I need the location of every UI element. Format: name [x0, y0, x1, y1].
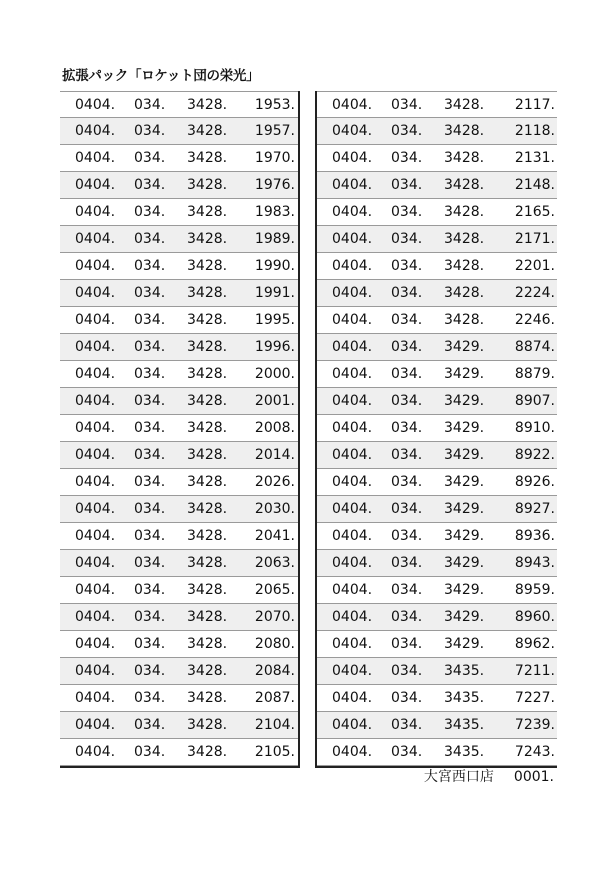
code-part-4: 2105. [254, 744, 295, 760]
code-part-4: 8943. [514, 555, 555, 571]
code-part-2: 034. [391, 177, 423, 193]
code-part-2: 034. [391, 474, 423, 490]
table-row [60, 550, 298, 577]
code-part-2: 034. [391, 555, 423, 571]
table-row [60, 604, 298, 631]
code-part-3: 3428. [187, 528, 228, 544]
code-part-3: 3435. [444, 717, 485, 733]
code-part-1: 0404. [75, 636, 116, 652]
code-part-3: 3428. [187, 447, 228, 463]
code-part-1: 0404. [332, 636, 373, 652]
code-part-3: 3428. [444, 177, 485, 193]
table-row [60, 415, 298, 442]
code-part-2: 034. [134, 150, 166, 166]
code-part-3: 3428. [444, 150, 485, 166]
code-part-3: 3428. [444, 123, 485, 139]
code-part-1: 0404. [332, 366, 373, 382]
code-part-3: 3428. [187, 366, 228, 382]
code-part-2: 034. [134, 636, 166, 652]
table-row [317, 388, 557, 415]
code-part-3: 3429. [444, 555, 485, 571]
table-row [317, 415, 557, 442]
code-part-1: 0404. [332, 474, 373, 490]
code-part-3: 3428. [187, 636, 228, 652]
table-row [317, 712, 557, 739]
document-title: 拡張パック「ロケット団の栄光」 [62, 68, 260, 84]
code-part-2: 034. [134, 312, 166, 328]
code-part-4: 8926. [514, 474, 555, 490]
table-row [317, 658, 557, 685]
code-part-2: 034. [391, 150, 423, 166]
code-part-4: 2041. [254, 528, 295, 544]
code-part-2: 034. [391, 123, 423, 139]
code-part-1: 0404. [75, 123, 116, 139]
code-part-1: 0404. [75, 339, 116, 355]
table-row [317, 253, 557, 280]
code-list-left [60, 91, 300, 768]
code-part-1: 0404. [75, 231, 116, 247]
table-row [60, 91, 298, 118]
code-part-4: 1990. [254, 258, 295, 274]
code-part-1: 0404. [332, 447, 373, 463]
table-row [317, 631, 557, 658]
table-row [317, 91, 557, 118]
table-row [317, 172, 557, 199]
code-part-2: 034. [391, 528, 423, 544]
code-part-4: 2030. [254, 501, 295, 517]
table-row [317, 226, 557, 253]
code-part-1: 0404. [332, 258, 373, 274]
code-part-2: 034. [134, 528, 166, 544]
code-part-4: 1996. [254, 339, 295, 355]
table-row [60, 577, 298, 604]
code-part-1: 0404. [332, 150, 373, 166]
code-part-3: 3429. [444, 582, 485, 598]
table-row [60, 118, 298, 145]
code-part-3: 3428. [187, 744, 228, 760]
code-part-3: 3428. [444, 285, 485, 301]
code-list-right [315, 91, 557, 768]
code-part-1: 0404. [332, 177, 373, 193]
code-part-2: 034. [134, 609, 166, 625]
code-part-1: 0404. [332, 744, 373, 760]
code-part-2: 034. [391, 447, 423, 463]
code-part-3: 3428. [187, 690, 228, 706]
table-row [60, 523, 298, 550]
code-part-4: 8959. [514, 582, 555, 598]
code-part-2: 034. [391, 636, 423, 652]
code-part-3: 3428. [187, 420, 228, 436]
code-part-3: 3428. [187, 474, 228, 490]
table-row [60, 739, 298, 766]
table-row [317, 739, 557, 766]
code-part-4: 8910. [514, 420, 555, 436]
code-part-3: 3429. [444, 420, 485, 436]
code-part-4: 2001. [254, 393, 295, 409]
code-part-1: 0404. [75, 555, 116, 571]
code-part-1: 0404. [332, 204, 373, 220]
code-part-3: 3428. [187, 501, 228, 517]
code-part-4: 7227. [514, 690, 555, 706]
table-row [60, 280, 298, 307]
table-row [317, 523, 557, 550]
code-part-2: 034. [391, 582, 423, 598]
table-row [60, 307, 298, 334]
code-part-4: 7239. [514, 717, 555, 733]
table-row [317, 577, 557, 604]
code-part-1: 0404. [332, 555, 373, 571]
table-row [60, 253, 298, 280]
code-part-2: 034. [134, 690, 166, 706]
code-part-3: 3435. [444, 663, 485, 679]
code-part-2: 034. [391, 285, 423, 301]
code-part-3: 3428. [187, 663, 228, 679]
table-row [60, 442, 298, 469]
code-part-4: 1995. [254, 312, 295, 328]
code-part-2: 034. [134, 231, 166, 247]
code-part-4: 2080. [254, 636, 295, 652]
code-part-1: 0404. [332, 285, 373, 301]
code-part-3: 3428. [187, 204, 228, 220]
code-part-4: 8879. [514, 366, 555, 382]
code-part-4: 1957. [254, 123, 295, 139]
table-row [60, 712, 298, 739]
code-part-4: 2014. [254, 447, 295, 463]
code-part-3: 3428. [187, 258, 228, 274]
code-part-2: 034. [391, 690, 423, 706]
code-part-1: 0404. [75, 285, 116, 301]
code-part-3: 3428. [187, 393, 228, 409]
code-part-2: 034. [134, 582, 166, 598]
code-part-3: 3428. [444, 204, 485, 220]
code-part-4: 2026. [254, 474, 295, 490]
table-row [60, 145, 298, 172]
code-part-2: 034. [391, 717, 423, 733]
code-part-4: 1983. [254, 204, 295, 220]
code-part-4: 2131. [514, 150, 555, 166]
code-part-1: 0404. [332, 582, 373, 598]
code-part-4: 1976. [254, 177, 295, 193]
code-part-2: 034. [134, 258, 166, 274]
table-row [317, 469, 557, 496]
code-part-4: 2224. [514, 285, 555, 301]
code-part-1: 0404. [332, 312, 373, 328]
code-part-2: 034. [391, 420, 423, 436]
code-part-4: 2148. [514, 177, 555, 193]
table-row [317, 496, 557, 523]
code-part-4: 2201. [514, 258, 555, 274]
code-part-4: 1953. [254, 97, 295, 113]
code-part-3: 3428. [187, 312, 228, 328]
code-part-1: 0404. [75, 717, 116, 733]
code-part-4: 2117. [514, 97, 555, 113]
code-part-4: 8962. [514, 636, 555, 652]
code-part-3: 3428. [187, 717, 228, 733]
code-part-2: 034. [391, 609, 423, 625]
code-part-4: 1989. [254, 231, 295, 247]
table-row [317, 361, 557, 388]
table-row [60, 334, 298, 361]
code-part-1: 0404. [332, 97, 373, 113]
code-part-4: 8960. [514, 609, 555, 625]
code-part-4: 2063. [254, 555, 295, 571]
code-part-4: 2070. [254, 609, 295, 625]
code-part-1: 0404. [332, 663, 373, 679]
code-part-1: 0404. [75, 744, 116, 760]
code-part-4: 8936. [514, 528, 555, 544]
table-row [317, 442, 557, 469]
code-part-2: 034. [134, 420, 166, 436]
code-part-1: 0404. [332, 690, 373, 706]
code-part-3: 3435. [444, 690, 485, 706]
table-row [317, 550, 557, 577]
table-row [317, 145, 557, 172]
code-part-1: 0404. [332, 501, 373, 517]
code-part-1: 0404. [332, 393, 373, 409]
code-part-2: 034. [391, 393, 423, 409]
code-part-3: 3429. [444, 636, 485, 652]
store-name: 大宮西口店 [423, 769, 494, 785]
code-part-1: 0404. [75, 420, 116, 436]
code-part-2: 034. [391, 231, 423, 247]
code-part-2: 034. [134, 204, 166, 220]
code-part-2: 034. [391, 744, 423, 760]
footer [424, 766, 554, 786]
code-part-3: 3428. [187, 555, 228, 571]
store-code: 0001. [513, 769, 554, 785]
code-part-2: 034. [134, 97, 166, 113]
table-row [317, 307, 557, 334]
table-row [60, 199, 298, 226]
code-part-2: 034. [134, 366, 166, 382]
code-part-3: 3429. [444, 366, 485, 382]
code-part-1: 0404. [75, 366, 116, 382]
code-part-2: 034. [391, 258, 423, 274]
code-part-1: 0404. [75, 312, 116, 328]
code-part-3: 3428. [187, 285, 228, 301]
code-part-3: 3429. [444, 339, 485, 355]
code-part-3: 3428. [187, 339, 228, 355]
code-part-1: 0404. [75, 609, 116, 625]
code-part-2: 034. [134, 447, 166, 463]
code-part-3: 3435. [444, 744, 485, 760]
code-part-3: 3428. [444, 312, 485, 328]
code-part-2: 034. [391, 366, 423, 382]
code-part-2: 034. [134, 339, 166, 355]
code-part-1: 0404. [332, 231, 373, 247]
code-part-4: 2008. [254, 420, 295, 436]
code-part-4: 7243. [514, 744, 555, 760]
code-part-1: 0404. [75, 582, 116, 598]
table-row [60, 172, 298, 199]
code-part-4: 2087. [254, 690, 295, 706]
code-part-2: 034. [391, 339, 423, 355]
table-row [60, 658, 298, 685]
code-part-2: 034. [391, 663, 423, 679]
code-part-3: 3429. [444, 501, 485, 517]
code-part-4: 8922. [514, 447, 555, 463]
code-part-1: 0404. [332, 717, 373, 733]
code-part-4: 2165. [514, 204, 555, 220]
code-part-4: 2171. [514, 231, 555, 247]
table-row [60, 226, 298, 253]
code-part-2: 034. [134, 123, 166, 139]
code-part-2: 034. [391, 97, 423, 113]
code-part-1: 0404. [332, 339, 373, 355]
code-part-4: 2000. [254, 366, 295, 382]
code-part-3: 3428. [187, 97, 228, 113]
code-part-2: 034. [391, 501, 423, 517]
code-part-4: 8874. [514, 339, 555, 355]
code-part-1: 0404. [75, 447, 116, 463]
code-part-1: 0404. [75, 177, 116, 193]
code-part-3: 3429. [444, 528, 485, 544]
table-row [317, 604, 557, 631]
code-part-1: 0404. [75, 150, 116, 166]
code-part-3: 3428. [187, 123, 228, 139]
code-part-3: 3429. [444, 474, 485, 490]
code-part-2: 034. [134, 177, 166, 193]
code-part-1: 0404. [75, 474, 116, 490]
code-part-2: 034. [134, 717, 166, 733]
code-part-1: 0404. [75, 97, 116, 113]
code-part-1: 0404. [75, 204, 116, 220]
code-part-3: 3429. [444, 609, 485, 625]
code-part-2: 034. [134, 555, 166, 571]
code-part-2: 034. [134, 474, 166, 490]
table-row [60, 388, 298, 415]
code-part-4: 7211. [514, 663, 555, 679]
code-part-2: 034. [134, 663, 166, 679]
code-part-3: 3429. [444, 393, 485, 409]
code-part-4: 2118. [514, 123, 555, 139]
code-part-1: 0404. [75, 258, 116, 274]
code-part-2: 034. [391, 312, 423, 328]
code-part-1: 0404. [75, 663, 116, 679]
table-row [60, 361, 298, 388]
code-part-3: 3428. [187, 150, 228, 166]
code-part-3: 3429. [444, 447, 485, 463]
table-row [60, 469, 298, 496]
code-part-2: 034. [134, 501, 166, 517]
code-part-3: 3428. [444, 258, 485, 274]
code-part-1: 0404. [332, 609, 373, 625]
code-part-1: 0404. [332, 528, 373, 544]
code-part-3: 3428. [444, 97, 485, 113]
code-part-4: 2084. [254, 663, 295, 679]
code-part-4: 8907. [514, 393, 555, 409]
code-part-2: 034. [134, 393, 166, 409]
code-part-2: 034. [134, 285, 166, 301]
code-part-2: 034. [134, 744, 166, 760]
code-part-1: 0404. [75, 528, 116, 544]
code-part-3: 3428. [444, 231, 485, 247]
table-row [60, 631, 298, 658]
code-part-1: 0404. [332, 420, 373, 436]
code-part-4: 2065. [254, 582, 295, 598]
code-part-4: 1970. [254, 150, 295, 166]
code-part-4: 2246. [514, 312, 555, 328]
table-row [317, 199, 557, 226]
code-part-1: 0404. [75, 393, 116, 409]
code-part-2: 034. [391, 204, 423, 220]
table-row [60, 496, 298, 523]
table-row [317, 334, 557, 361]
code-part-4: 1991. [254, 285, 295, 301]
code-part-1: 0404. [75, 501, 116, 517]
code-part-1: 0404. [332, 123, 373, 139]
code-part-3: 3428. [187, 609, 228, 625]
code-part-1: 0404. [75, 690, 116, 706]
table-row [317, 280, 557, 307]
table-row [60, 685, 298, 712]
code-part-4: 2104. [254, 717, 295, 733]
table-row [317, 685, 557, 712]
code-part-3: 3428. [187, 582, 228, 598]
code-part-3: 3428. [187, 231, 228, 247]
table-row [317, 118, 557, 145]
code-part-3: 3428. [187, 177, 228, 193]
code-part-4: 8927. [514, 501, 555, 517]
